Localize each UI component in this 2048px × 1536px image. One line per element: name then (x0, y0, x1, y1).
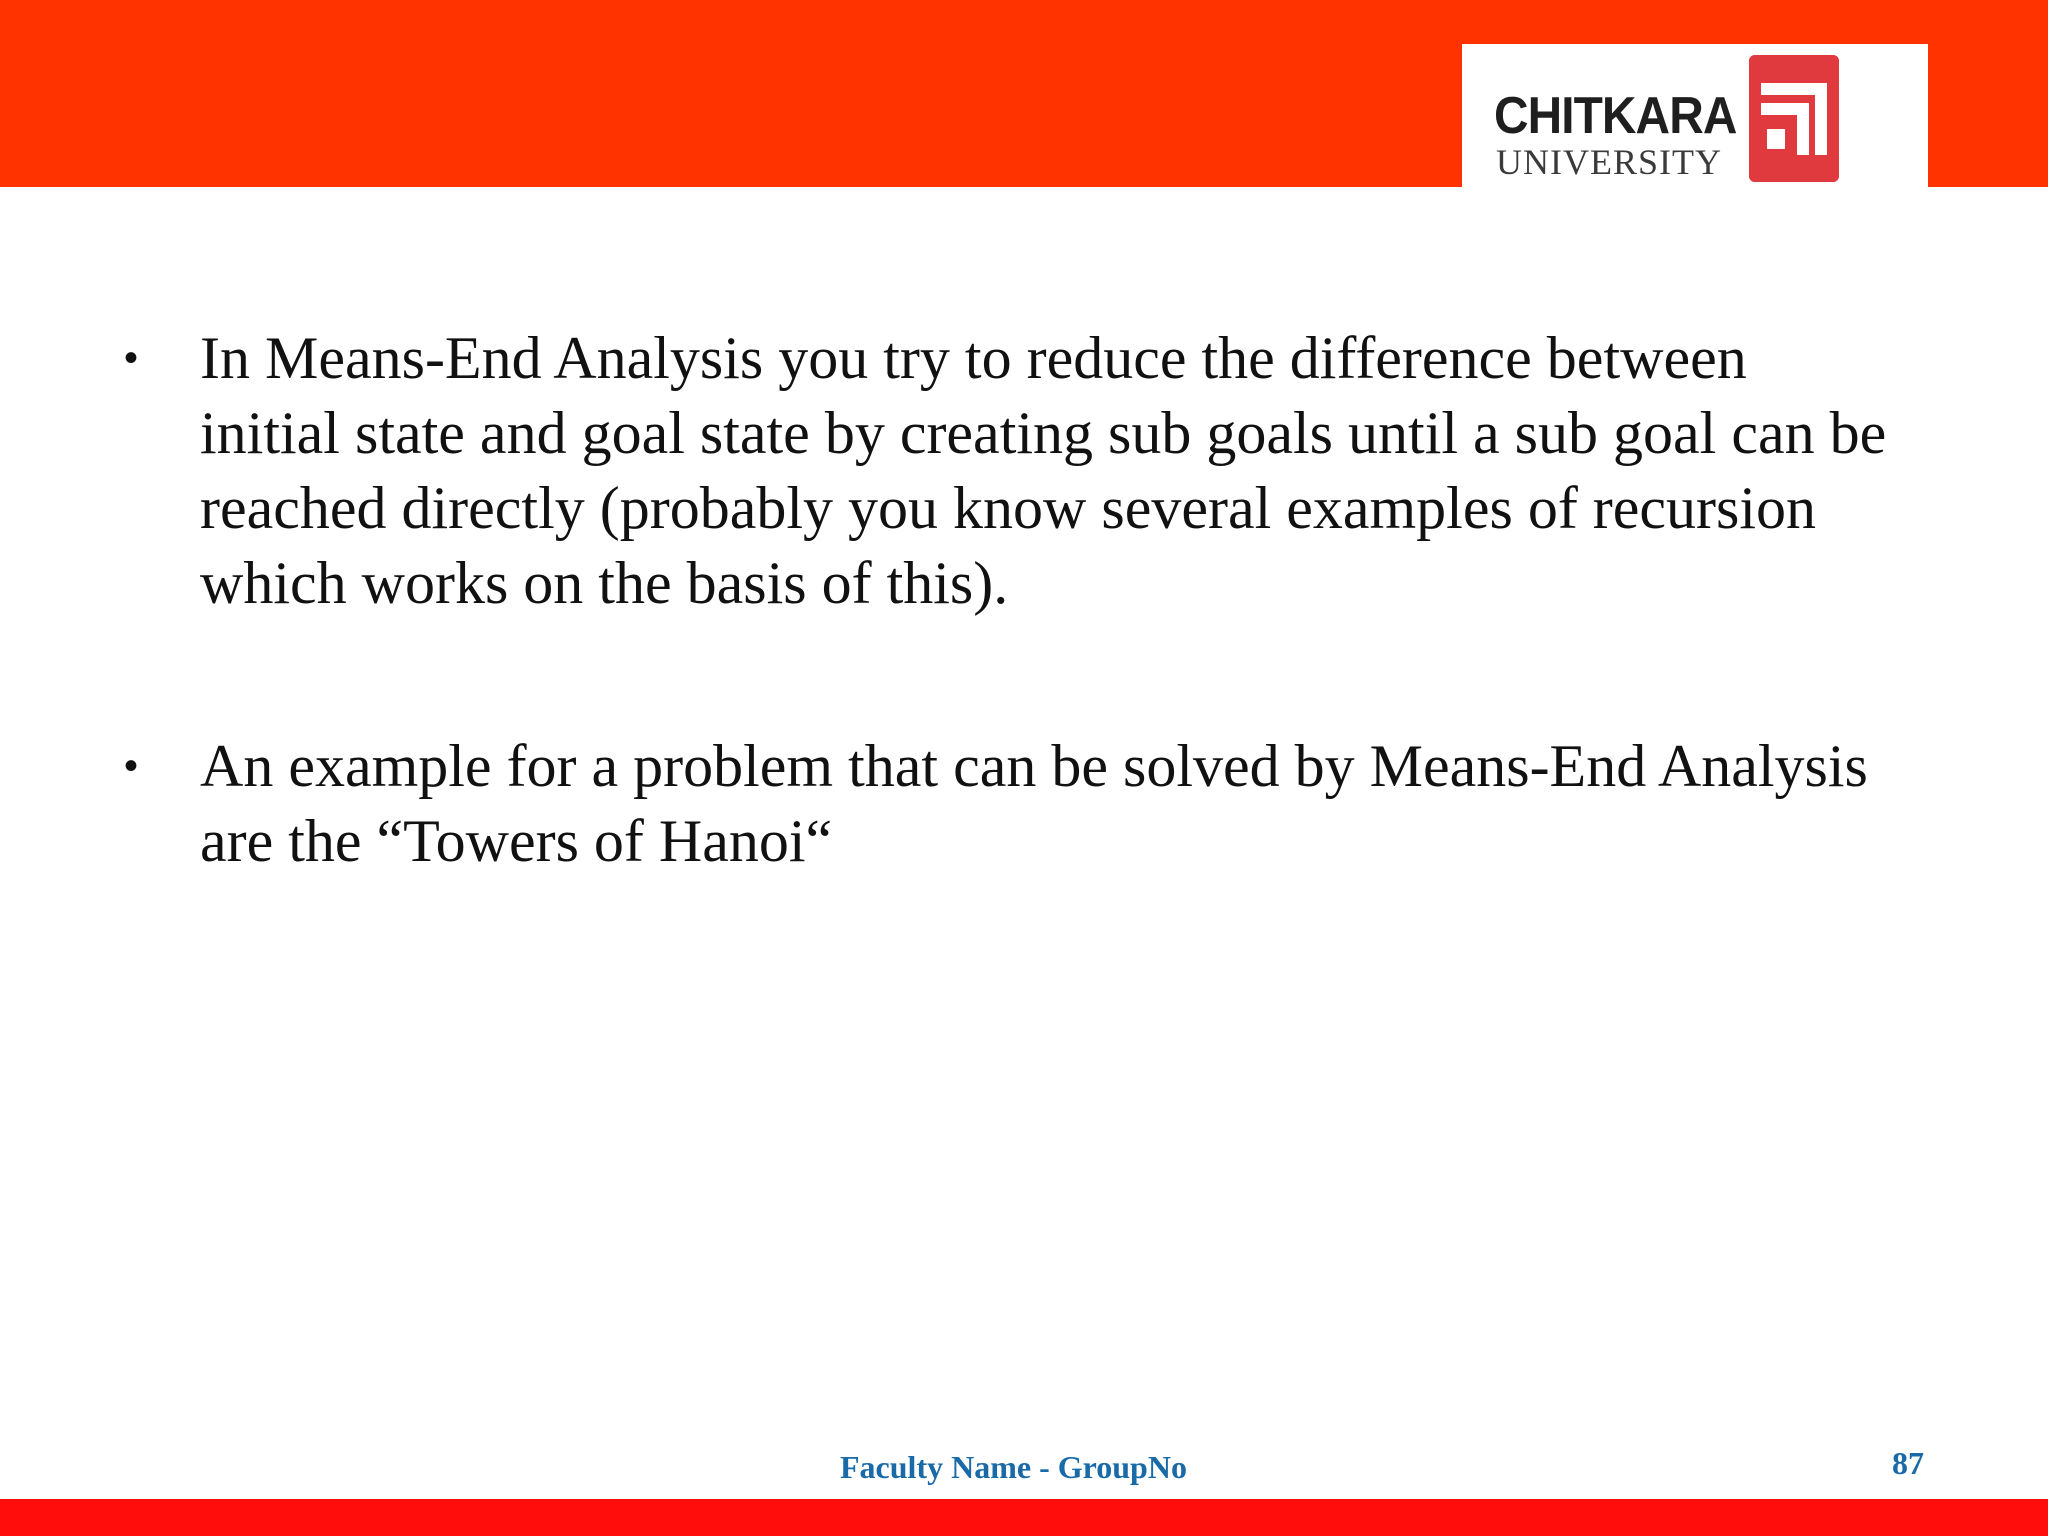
bullet-item (120, 321, 1900, 621)
logo-subtitle: UNIVERSITY (1496, 142, 1722, 182)
bullet-item (120, 729, 1900, 879)
bullet-dot-icon: • (124, 744, 139, 788)
bullet-text: An example for a problem that can be solved by Means-End Analysis are the “Towers of Hanoi“ (200, 733, 1868, 874)
logo-mark-icon (1749, 55, 1839, 182)
page-number: 87 (1892, 1445, 1924, 1481)
university-logo (1462, 44, 1928, 187)
bullet-dot-icon: • (124, 336, 139, 380)
bullet-list (120, 321, 1900, 879)
logo-name: CHITKARA (1494, 87, 1737, 145)
bullet-text: In Means-End Analysis you try to reduce the difference between initial state and goal state by creating sub goals until a sub goal can be reached directly (probably you know several examples of recursion which works on the basis of this). (200, 325, 1887, 616)
logo-mark-graphic (1749, 55, 1839, 182)
footer-banner (0, 1499, 2048, 1536)
footer-faculty-name: Faculty Name - GroupNo (840, 1449, 1187, 1485)
